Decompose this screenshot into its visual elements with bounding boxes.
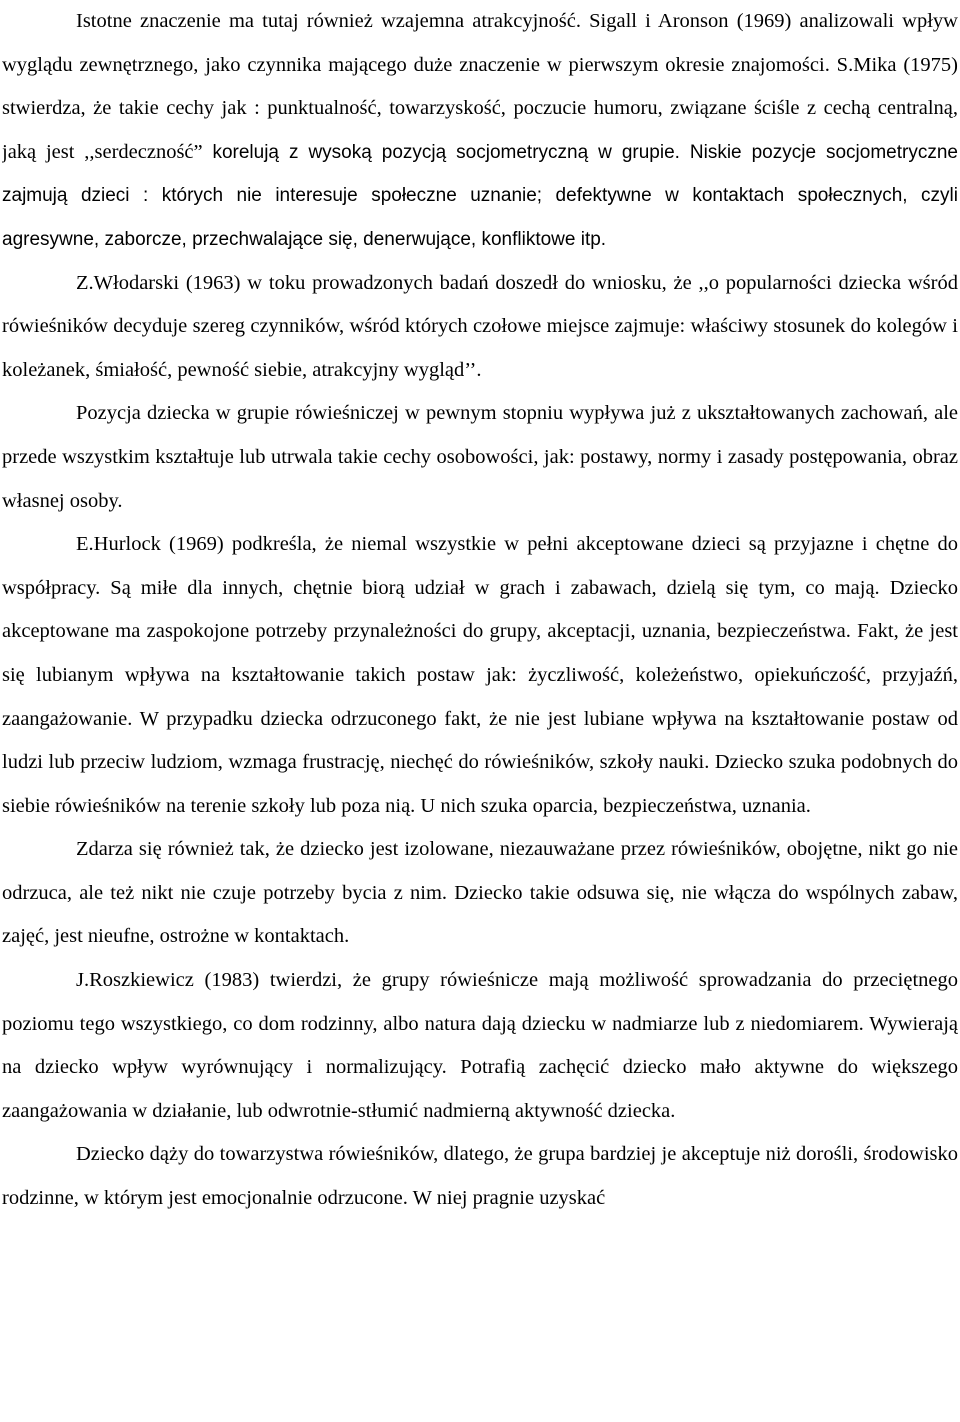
paragraph-4-text: E.Hurlock (1969) podkreśla, że niemal wszystkie w pełni akceptowane dzieci są przyjazne i chętne do współpracy. Są miłe dla innych, chętnie biorą udział w grach i zabawach, dzielą się tym, co mają. Dziecko akceptowane ma zaspokojone potrzeby przynależności do grupy, akceptacji, uznania, bezpieczeństwa. Fakt, że jest się lubianym wpływa na kształtowanie takich postaw jak: życzliwość, koleżeństwo, opiekuńczość, przyjaźń, zaangażowanie. W przypadku dziecka odrzuconego fakt, że nie jest lubiane wpływa na kształtowanie postaw od ludzi lub przeciw ludziom, wzmaga frustrację, niechęć do rówieśników, szkoły nauki. Dziecko szuka podobnych do siebie rówieśników na terenie szkoły lub poza nią. U nich szuka oparcia, bezpieczeństwa, uznania. xyxy=(2,533,958,817)
paragraph-3 xyxy=(2,392,958,523)
paragraph-2-text: Z.Włodarski (1963) w toku prowadzonych badań doszedł do wniosku, że ,,o popularności dziecka wśród rówieśników decyduje szereg czynników, wśród których czołowe miejsce zajmuje: właściwy stosunek do kolegów i koleżanek, śmiałość, pewność siebie, atrakcyjny wygląd’’. xyxy=(2,271,958,381)
paragraph-7 xyxy=(2,1133,958,1220)
paragraph-5 xyxy=(2,828,958,959)
document-page xyxy=(2,0,958,1422)
paragraph-5-text: Zdarza się również tak, że dziecko jest izolowane, niezauważane przez rówieśników, obojętne, nikt go nie odrzuca, ale też nikt nie czuje potrzeby bycia z nim. Dziecko takie odsuwa się, nie włącza do wspólnych zabaw, zajęć, jest nieufne, ostrożne w kontaktach. xyxy=(2,838,958,948)
paragraph-7-text: Dziecko dąży do towarzystwa rówieśników, dlatego, że grupa bardziej je akceptuje niż dorośli, środowisko rodzinne, w którym jest emocjonalnie odrzucone. W niej pragnie uzyskać xyxy=(2,1143,958,1210)
paragraph-6-text: J.Roszkiewicz (1983) twierdzi, że grupy rówieśnicze mają możliwość sprowadzania do przeciętnego poziomu tego wszystkiego, co dom rodzinny, albo natura dają dziecku w nadmiarze lub z niedomiarem. Wywierają na dziecko wpływ wyrównujący i normalizujący. Potrafią zachęcić dziecko mało aktywne do większego zaangażowania w działanie, lub odwrotnie-stłumić nadmierną aktywność dziecka. xyxy=(2,969,958,1122)
paragraph-1-text-serif: Istotne znaczenie ma tutaj również wzajemna atrakcyjność. Sigall i Aronson (1969) analizowali wpływ wyglądu zewnętrznego, jako czynnika mającego duże znaczenie w pierwszym okresie znajomości. S.Mika (1975) stwierdza, że takie cechy jak : punktualność, towarzyskość, poczucie humoru, związane ściśle z cechą centralną, jaką jest ,,serdeczność” xyxy=(2,10,958,163)
paragraph-1 xyxy=(2,0,958,262)
paragraph-1-text-sans: korelują z wysoką pozycją socjometryczną w grupie. Niskie pozycje socjometryczne zajmują dzieci : których nie interesuje społeczne uznanie; defektywne w kontaktach społecznych, czyli agresywne, zaborcze, przechwalające się, denerwujące, konfliktowe itp. xyxy=(2,141,958,250)
paragraph-2 xyxy=(2,262,958,393)
paragraph-3-text: Pozycja dziecka w grupie rówieśniczej w pewnym stopniu wypływa już z ukształtowanych zachowań, ale przede wszystkim kształtuje lub utrwala takie cechy osobowości, jak: postawy, normy i zasady postępowania, obraz własnej osoby. xyxy=(2,402,958,512)
paragraph-6 xyxy=(2,959,958,1133)
paragraph-4 xyxy=(2,523,958,828)
